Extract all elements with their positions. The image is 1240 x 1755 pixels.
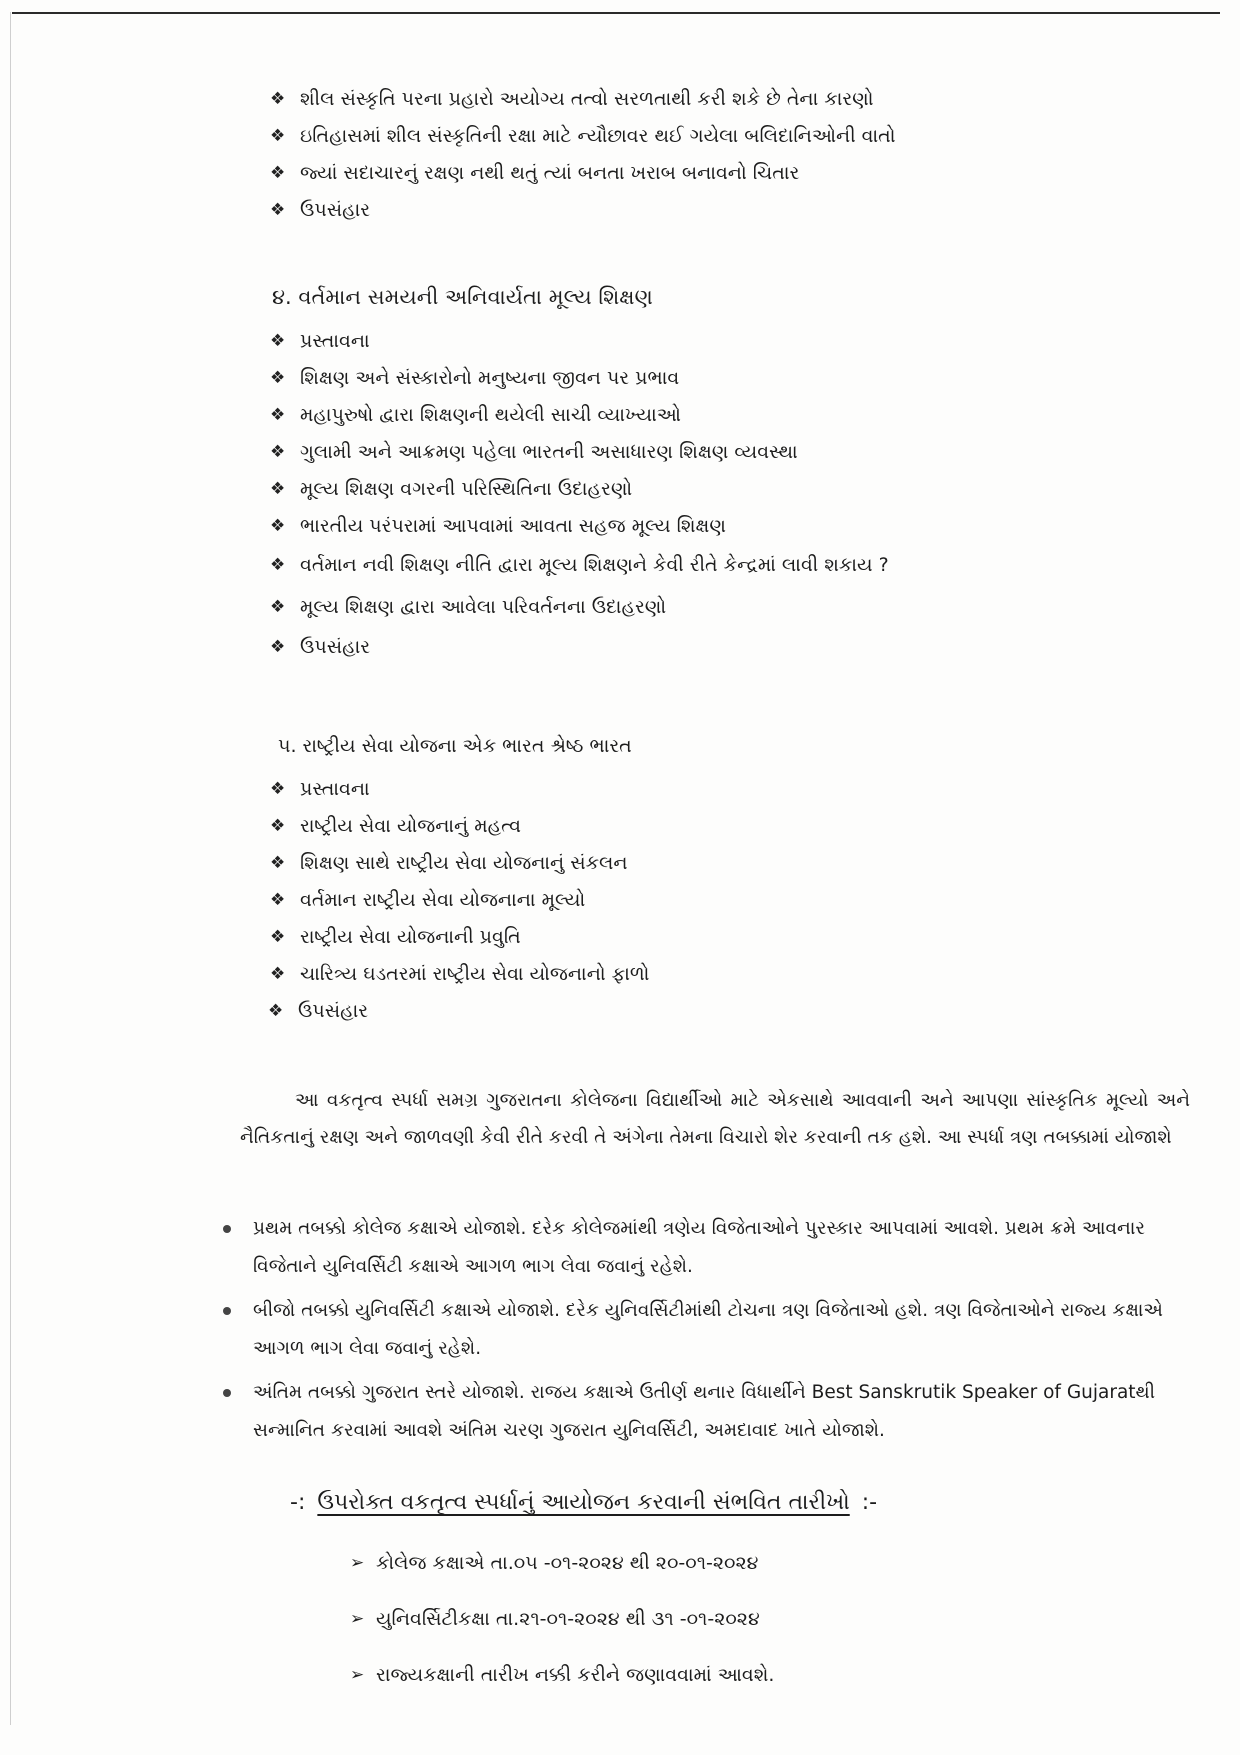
diamond-bullet-icon: ❖ [270,515,286,536]
section4-list [270,322,889,665]
diamond-bullet-icon: ❖ [270,597,286,617]
diamond-bullet-icon: ❖ [270,125,286,146]
list-item: ❖ ઉપસંહાર [268,999,369,1022]
bullet-dot-icon [223,1225,231,1233]
diamond-bullet-icon: ❖ [270,478,286,499]
diamond-bullet-icon: ❖ [270,367,286,388]
section3-list [270,80,896,228]
arrow-bullet-icon: ➢ [350,1609,365,1629]
intro-paragraph: આ વકતૃત્વ સ્પર્ધા સમગ્ર ગુજરાતના કોલેજના વિદ્યાર્થીઓ માટે એકસાથે આવવાની અને આપણા સાંસ્કૃતિક મૂલ્યો અને નૈતિકતાનું રક્ષણ અને જાળવણી કેવી રીતે કરવી તે અંગેના તેમના વિચારો શેર કરવાની તક હશે. આ સ્પર્ધા ત્રણ તબક્કામાં યોજાશે [240,1090,1190,1148]
diamond-bullet-icon: ❖ [270,926,286,947]
section4-heading: ૪. વર્તમાન સમયની અનિવાર્યતા મૂલ્ય શિક્ષણ [272,285,653,309]
list-item: ❖ ગુલામી અને આક્રમણ પહેલા ભારતની અસાધારણ શિક્ષણ વ્યવસ્થા [270,440,798,463]
section5-heading: ૫. રાષ્ટ્રીય સેવા યોજના એક ભારત શ્રેષ્ઠ ભારત [278,735,632,757]
list-item: પ્રથમ તબક્કો કોલેજ કક્ષાએ યોજાશે. દરેક કોલેજમાંથી ત્રણેય વિજેતાઓને પુરસ્કાર આપવામાં આવશે. પ્રથમ ક્રમે આવનાર વિજેતાને યુનિવર્સિટી કક્ષાએ આગળ ભાગ લેવા જવાનું રહેશે. [215,1210,1190,1286]
list-item: ❖ ઇતિહાસમાં શીલ સંસ્કૃતિની રક્ષા માટે ન્યૌછાવર થઈ ગયેલા બલિદાનિઓની વાતો [270,124,896,147]
dates-list [350,1535,774,1703]
list-item: ➢ યુનિવર્સિટીકક્ષા તા.૨૧-૦૧-૨૦૨૪ થી ૩૧ -૦૧-૨૦૨૪ [350,1608,760,1630]
arrow-bullet-icon: ➢ [350,1553,365,1573]
list-item: ❖ વર્તમાન રાષ્ટ્રીય સેવા યોજનાના મૂલ્યો [270,888,586,911]
list-item: ❖ જ્યાં સદાચારનું રક્ષણ નથી થતું ત્યાં બનતા ખરાબ બનાવનો ચિતાર [270,161,800,184]
section5-list [270,770,649,1029]
rounds-list [215,1210,1190,1456]
diamond-bullet-icon: ❖ [270,636,286,657]
list-item: ➢ કોલેજ કક્ષાએ તા.૦૫ -૦૧-૨૦૨૪ થી ૨૦-૦૧-૨૦૨૪ [350,1552,759,1574]
diamond-bullet-icon: ❖ [270,963,286,984]
list-item: ❖ પ્રસ્તાવના [270,329,370,352]
list-item: ❖ મૂલ્ય શિક્ષણ વગરની પરિસ્થિતિના ઉદાહરણો [270,477,633,500]
list-item: ❖ મૂલ્ય શિક્ષણ દ્વારા આવેલા પરિવર્તનના ઉદાહરણો [270,596,667,618]
diamond-bullet-icon: ❖ [270,555,286,575]
list-item: ❖ ચારિત્ર્ય ઘડતરમાં રાષ્ટ્રીય સેવા યોજનાનો ફાળો [270,962,650,985]
diamond-bullet-icon: ❖ [270,815,286,836]
list-item: ❖ શીલ સંસ્કૃતિ પરના પ્રહારો અયોગ્ય તત્વો સરળતાથી કરી શકે છે તેના કારણો [270,87,874,110]
list-item: ❖ ભારતીય પરંપરામાં આપવામાં આવતા સહજ મૂલ્ય શિક્ષણ [270,514,726,537]
list-item: ❖ શિક્ષણ અને સંસ્કારોનો મનુષ્યના જીવન પર પ્રભાવ [270,366,680,389]
bullet-dot-icon [223,1307,231,1315]
list-item: ❖ વર્તમાન નવી શિક્ષણ નીતિ દ્વારા મૂલ્ય શિક્ષણને કેવી રીતે કેન્દ્રમાં લાવી શકાય ? [270,554,889,576]
left-edge [10,12,11,1725]
diamond-bullet-icon: ❖ [270,441,286,462]
diamond-bullet-icon: ❖ [270,88,286,109]
list-item: ❖ શિક્ષણ સાથે રાષ્ટ્રીય સેવા યોજનાનું સંકલન [270,851,628,874]
list-item: બીજો તબક્કો યુનિવર્સિટી કક્ષાએ યોજાશે. દરેક યુનિવર્સિટીમાંથી ટોચના ત્રણ વિજેતાઓ હશે. ત્રણ વિજેતાઓને રાજ્ય કક્ષાએ આગળ ભાગ લેવા જવાનું રહેશે. [215,1292,1190,1368]
list-item: ❖ મહાપુરુષો દ્વારા શિક્ષણની થયેલી સાચી વ્યાખ્યાઓ [270,403,681,426]
diamond-bullet-icon: ❖ [268,1000,284,1021]
list-item: ❖ પ્રસ્તાવના [270,777,370,800]
list-item: ➢ રાજ્યકક્ષાની તારીખ નક્કી કરીને જણાવવામાં આવશે. [350,1664,775,1686]
dates-heading: -: ઉપરોક્ત વકતૃત્વ સ્પર્ધાનું આયોજન કરવાની સંભવિત તારીખો :- [290,1490,878,1515]
diamond-bullet-icon: ❖ [270,852,286,873]
diamond-bullet-icon: ❖ [270,889,286,910]
list-item: ❖ રાષ્ટ્રીય સેવા યોજનાનું મહત્વ [270,814,521,837]
diamond-bullet-icon: ❖ [270,199,286,220]
diamond-bullet-icon: ❖ [270,330,286,351]
diamond-bullet-icon: ❖ [270,162,286,183]
list-item: ❖ ઉપસંહાર [270,198,371,221]
list-item: ❖ રાષ્ટ્રીય સેવા યોજનાની પ્રવુતિ [270,925,521,948]
diamond-bullet-icon: ❖ [270,404,286,425]
arrow-bullet-icon: ➢ [350,1665,365,1685]
list-item: અંતિમ તબક્કો ગુજરાત સ્તરે યોજાશે. રાજય કક્ષાએ ઉતીર્ણ થનાર વિધાર્થીને Best Sanskrutik Speaker of Gujaratથી સન્માનિત કરવામાં આવશે અંતિમ ચરણ ગુજરાત યુનિવર્સિટી, અમદાવાદ ખાતે યોજાશે. [215,1374,1190,1450]
diamond-bullet-icon: ❖ [270,778,286,799]
list-item: ❖ ઉપસંહાર [270,635,371,658]
bullet-dot-icon [223,1389,231,1397]
top-border [12,12,1220,14]
